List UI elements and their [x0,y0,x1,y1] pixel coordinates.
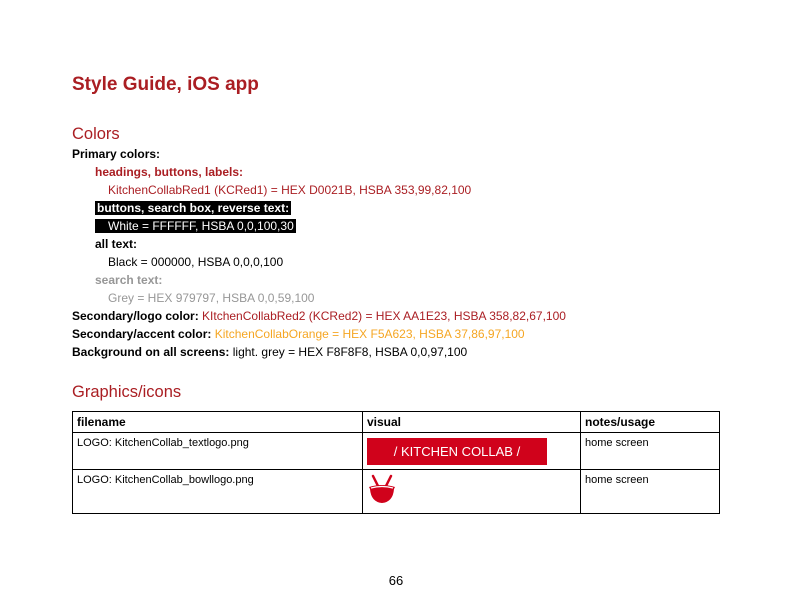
text-logo: / KITCHEN COLLAB / [367,438,547,465]
secondary-logo-label: Secondary/logo color: [72,309,199,323]
table-row [73,433,720,470]
secondary-accent-row [72,326,525,342]
background-row [72,344,467,360]
graphics-table [72,411,720,514]
background-value: light. grey = HEX F8F8F8, HSBA 0,0,97,100 [232,345,468,359]
page-title: Style Guide, iOS app [72,74,259,95]
row-visual [363,433,581,470]
buttons-value-row [95,218,296,234]
secondary-logo-row [72,308,566,324]
column-header-visual: visual [363,412,581,433]
row-notes: home screen [581,470,720,514]
page-number: 66 [388,573,404,588]
buttons-row [95,200,291,216]
column-header-filename: filename [73,412,363,433]
buttons-label: buttons, search box, reverse text: [97,201,290,215]
secondary-logo-value: KItchenCollabRed2 (KCRed2) = HEX AA1E23, HSBA 358,82,67,100 [202,309,566,323]
row-filename: LOGO: KitchenCollab_textlogo.png [73,433,363,470]
table-row [73,470,720,514]
graphics-heading: Graphics/icons [72,383,182,401]
buttons-value: White = FFFFFF, HSBA 0,0,100,30 [95,219,296,233]
column-header-notes: notes/usage [581,412,720,433]
colors-heading: Colors [72,125,120,143]
table-header-row [73,412,720,433]
headings-label: headings, buttons, labels: [95,165,244,179]
primary-colors-label: Primary colors: [72,147,161,161]
alltext-label: all text: [95,237,138,251]
row-notes: home screen [581,433,720,470]
search-text-label: search text: [95,273,163,287]
bowl-chopsticks-icon [367,474,397,509]
row-visual [363,470,581,514]
background-label: Background on all screens: [72,345,230,359]
headings-value: KitchenCollabRed1 (KCRed1) = HEX D0021B, HSBA 353,99,82,100 [108,183,472,197]
row-filename: LOGO: KitchenCollab_bowllogo.png [73,470,363,514]
search-text-value: Grey = HEX 979797, HSBA 0,0,59,100 [108,291,315,305]
secondary-accent-label: Secondary/accent color: [72,327,212,341]
secondary-accent-value: KitchenCollabOrange = HEX F5A623, HSBA 37,86,97,100 [214,327,525,341]
alltext-value: Black = 000000, HSBA 0,0,0,100 [108,255,284,269]
